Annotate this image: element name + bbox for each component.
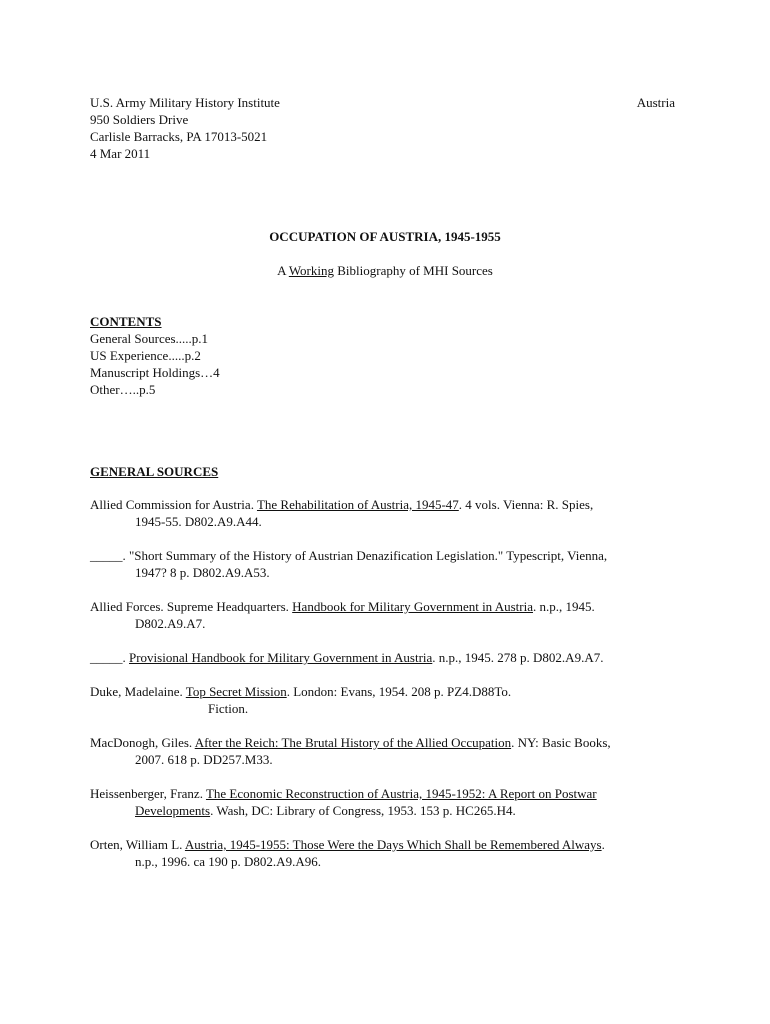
contents-item: Other…..p.5 — [90, 382, 156, 397]
bibliography-entry: Heissenberger, Franz. The Economic Reconstruction of Austria, 1945-1952: A Report on Postwar Developments. Wash, DC: Library of Congress, 1953. 153 p. HC265.H4. — [90, 786, 597, 818]
bibliography-entry: Orten, William L. Austria, 1945-1955: Those Were the Days Which Shall be Remembered Always. n.p., 1996. ca 190 p. D802.A9.A96. — [90, 837, 605, 869]
table-of-contents — [90, 313, 220, 398]
document-date: 4 Mar 2011 — [90, 146, 151, 161]
institution-address — [90, 94, 280, 162]
bibliography-entry: MacDonogh, Giles. After the Reich: The Brutal History of the Allied Occupation. NY: Basic Books, 2007. 618 p. DD257.M33. — [90, 735, 611, 767]
general-sources-heading: GENERAL SOURCES — [90, 464, 219, 479]
bibliography-entry: _____. "Short Summary of the History of Austrian Denazification Legislation." Typescript, Vienna, 1947? 8 p. D802.A9.A53. — [90, 548, 608, 580]
country-label: Austria — [636, 95, 675, 110]
contents-item: Manuscript Holdings…4 — [90, 365, 220, 380]
bibliography-entry: Duke, Madelaine. Top Secret Mission. London: Evans, 1954. 208 p. PZ4.D88To. Fiction. — [90, 684, 512, 716]
bibliography-entry: Allied Commission for Austria. The Rehabilitation of Austria, 1945-47. 4 vols. Vienna: R. Spies, 1945-55. D802.A9.A44. — [90, 497, 594, 529]
contents-heading: CONTENTS — [90, 314, 162, 329]
bibliography-list — [90, 496, 680, 887]
address-line: 950 Soldiers Drive — [90, 112, 189, 127]
document-title: OCCUPATION OF AUSTRIA, 1945-1955 — [269, 229, 501, 244]
address-line: Carlisle Barracks, PA 17013-5021 — [90, 129, 268, 144]
document-subtitle: A Working Bibliography of MHI Sources — [277, 263, 493, 278]
bibliography-entry: Allied Forces. Supreme Headquarters. Handbook for Military Government in Austria. n.p., 1945. D802.A9.A7. — [90, 599, 595, 631]
address-line: U.S. Army Military History Institute — [90, 95, 280, 110]
contents-item: General Sources.....p.1 — [90, 331, 209, 346]
contents-item: US Experience.....p.2 — [90, 348, 201, 363]
bibliography-entry: _____. Provisional Handbook for Military Government in Austria. n.p., 1945. 278 p. D802.A9.A7. — [90, 650, 604, 665]
